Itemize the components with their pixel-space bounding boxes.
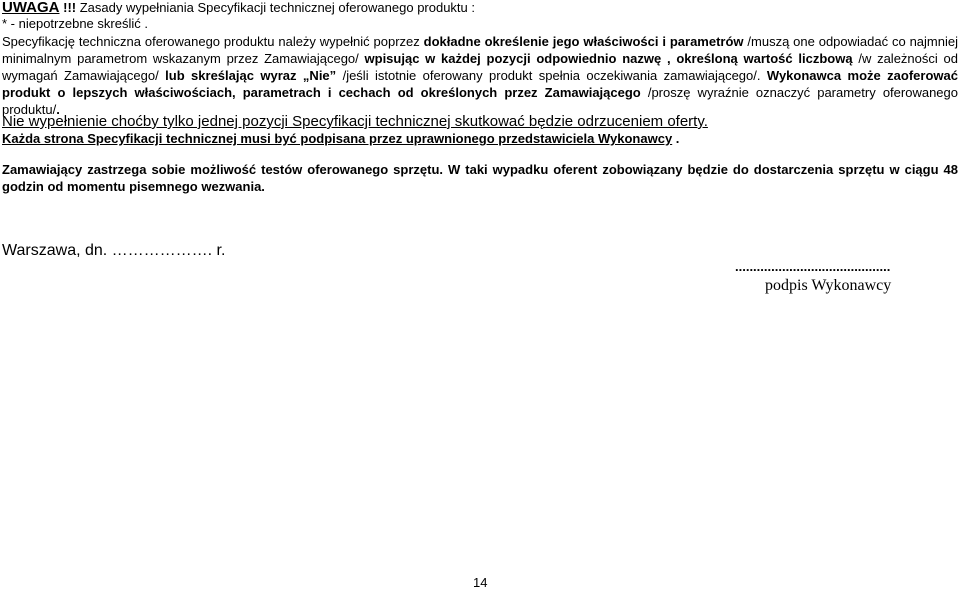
notice-heading-text: Zasady wypełniania Specyfikacji technicznej oferowanego produktu : <box>76 0 476 15</box>
instructions-part-1: Specyfikację techniczna oferowanego produktu należy wypełnić poprzez <box>2 34 424 49</box>
page-number: 14 <box>473 575 488 590</box>
notice-heading: UWAGA <box>2 0 60 16</box>
instructions-part-10: . <box>56 102 60 117</box>
signature-dots: ........................................... <box>735 259 891 274</box>
notice-exclamation: !!! <box>59 0 77 15</box>
instructions-part-9: /proszę wyraźnie oznaczyć parametry oferowanego produktu/ <box>2 85 958 117</box>
place-date: Warszawa, dn. ………………. r. <box>2 242 226 259</box>
signature-rule: Każda strona Specyfikacji technicznej musi być podpisana przez uprawnionego przedstawiciela Wykonawcy <box>2 131 673 146</box>
instructions-part-7: /jeśli istotnie oferowany produkt spełnia oczekiwania zamawiającego/. <box>336 68 767 83</box>
rejection-warning: Nie wypełnienie choćby tylko jednej pozycji Specyfikacji technicznej skutkować będzie odrzuceniem oferty. <box>2 113 708 130</box>
testing-clause: Zamawiający zastrzega sobie możliwość testów oferowanego sprzętu. W taki wypadku oferent zobowiązany będzie do dostarczenia sprzętu w ciągu 48 godzin od momentu pisemnego wezwania. <box>2 162 958 194</box>
instructions-part-2: dokładne określenie jego właściwości i parametrów <box>423 34 744 49</box>
instructions-paragraph <box>2 33 958 118</box>
strike-note: * - niepotrzebne skreślić . <box>2 16 148 31</box>
instructions-part-3: /muszą one odpowiadać co najmniej minimalnym parametrom wskazanym przez Zamawiającego/ <box>2 34 958 66</box>
signature-rule-line <box>2 131 679 147</box>
notice-heading-line <box>2 0 475 16</box>
signature-label: podpis Wykonawcy <box>765 277 892 294</box>
instructions-part-5: /w zależności od wymagań Zamawiającego/ <box>2 51 958 83</box>
instructions-part-6: lub skreślając wyraz „Nie” <box>165 68 337 83</box>
instructions-part-4: wpisując w każdej pozycji odpowiednio nazwę , określoną wartość liczbową <box>364 51 853 66</box>
signature-rule-end: . <box>672 131 680 146</box>
instructions-part-8: Wykonawca może zaoferować produkt o lepszych właściwościach, parametrach i cechach od określonych przez Zamawiającego <box>2 68 958 100</box>
